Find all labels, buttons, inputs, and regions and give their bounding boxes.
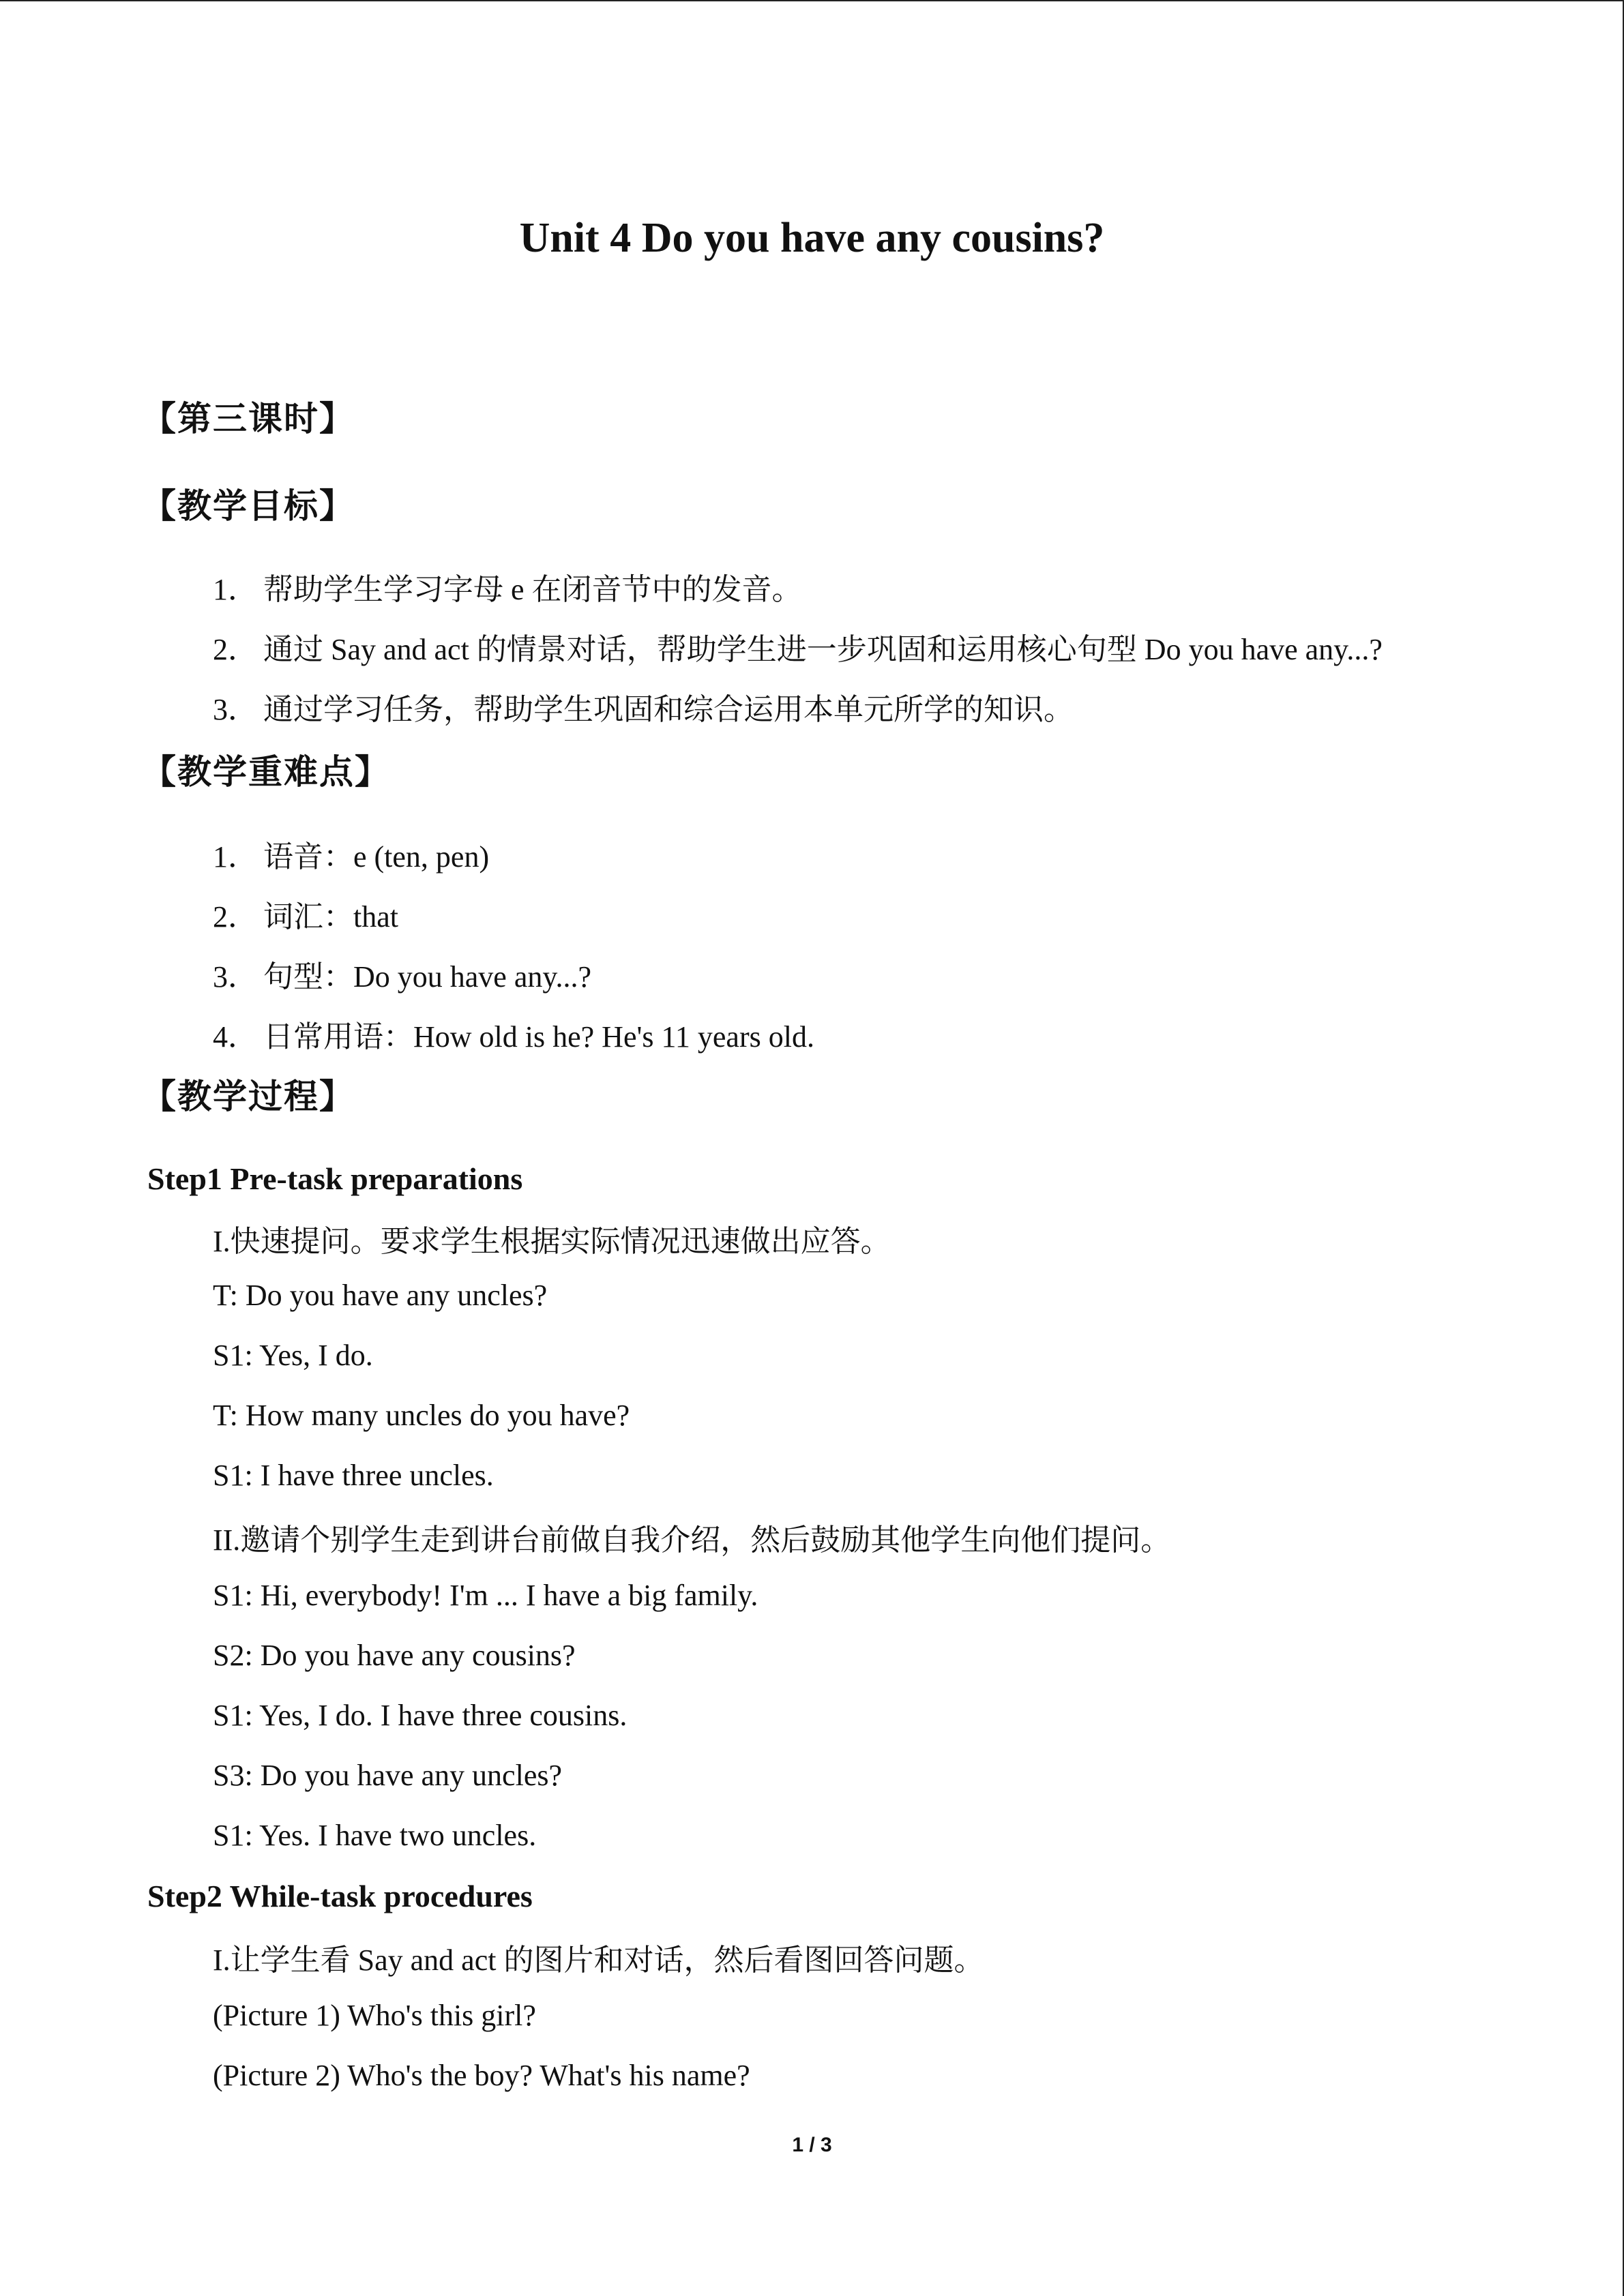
step1-line: S2: Do you have any cousins? <box>213 1639 576 1672</box>
step1-line: S1: Yes, I do. <box>213 1339 373 1372</box>
lesson-heading: 【第三课时】 <box>142 399 355 438</box>
page-number: 1 / 3 <box>792 2134 832 2156</box>
step1-line: T: Do you have any uncles? <box>213 1279 548 1312</box>
step1-line: I.快速提问。要求学生根据实际情况迅速做出应答。 <box>213 1225 891 1258</box>
objective-item: 1． 帮助学生学习字母 e 在闭音节中的发音。 <box>213 573 802 606</box>
objectives-heading: 【教学目标】 <box>142 486 355 526</box>
key-point-item: 4． 日常用语：How old is he? He's 11 years old. <box>213 1020 814 1054</box>
step1-line: S1: Yes. I have two uncles. <box>213 1819 537 1852</box>
step1-line: S1: Yes, I do. I have three cousins. <box>213 1699 628 1732</box>
process-heading: 【教学过程】 <box>142 1077 355 1116</box>
key-points-heading: 【教学重难点】 <box>142 752 390 792</box>
objective-item: 2． 通过 Say and act 的情景对话，帮助学生进一步巩固和运用核心句型 Do you have any...? <box>213 633 1383 666</box>
step2-line: (Picture 1) Who's this girl? <box>213 1999 536 2032</box>
key-point-item: 2． 词汇：that <box>213 900 398 934</box>
step2-line: (Picture 2) Who's the boy? What's his name? <box>213 2059 750 2092</box>
step1-line: S3: Do you have any uncles? <box>213 1759 562 1792</box>
key-point-item: 3． 句型：Do you have any...? <box>213 960 592 994</box>
objective-item: 3． 通过学习任务，帮助学生巩固和综合运用本单元所学的知识。 <box>213 693 1074 726</box>
step1-line: S1: I have three uncles. <box>213 1459 494 1492</box>
step1-title: Step1 Pre-task preparations <box>147 1161 523 1196</box>
step1-line: T: How many uncles do you have? <box>213 1399 630 1432</box>
step1-line: II.邀请个别学生走到讲台前做自我介绍，然后鼓励其他学生向他们提问。 <box>213 1523 1171 1557</box>
step1-line: S1: Hi, everybody! I'm ... I have a big family. <box>213 1579 758 1612</box>
step2-title: Step2 While-task procedures <box>147 1879 533 1913</box>
key-point-item: 1． 语音：e (ten, pen) <box>213 840 490 874</box>
step2-line: I.让学生看 Say and act 的图片和对话，然后看图回答问题。 <box>213 1943 984 1977</box>
document-title: Unit 4 Do you have any cousins? <box>519 215 1105 261</box>
